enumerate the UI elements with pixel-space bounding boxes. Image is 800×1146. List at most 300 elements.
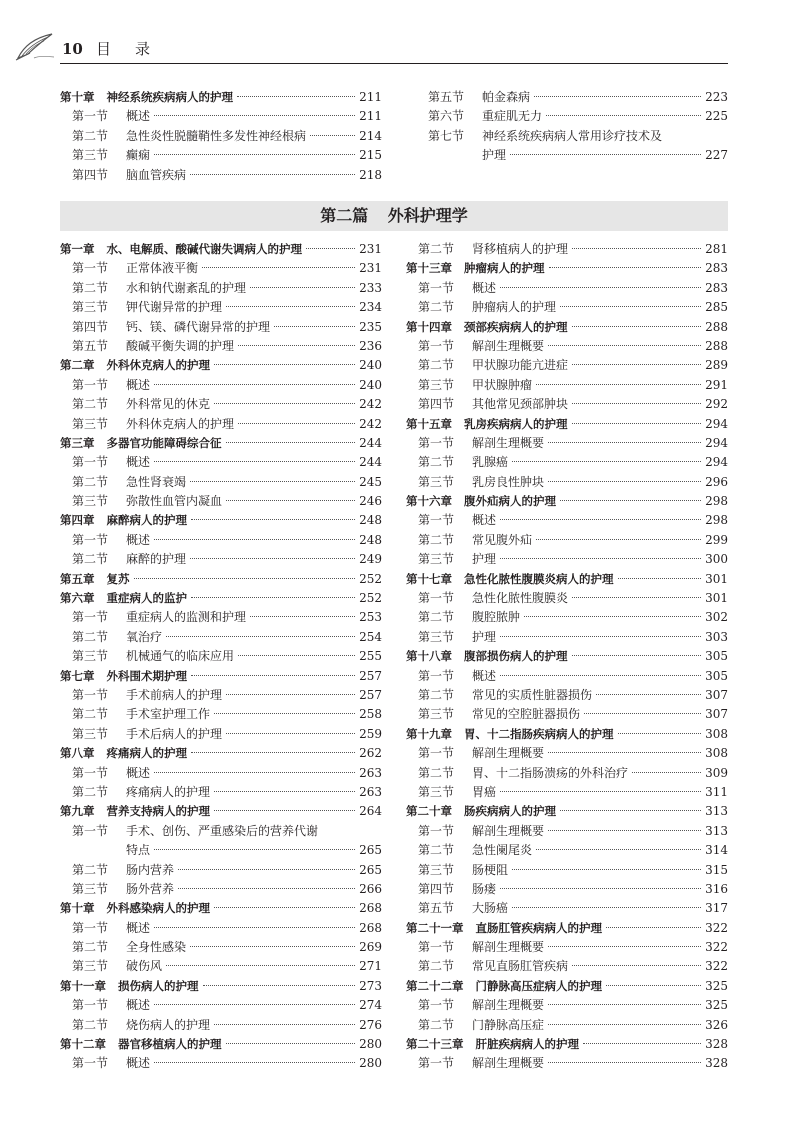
toc-entry-page: 253 bbox=[359, 610, 382, 625]
toc-entry-number: 第二节 bbox=[72, 1017, 109, 1032]
toc-section-entry[interactable] bbox=[406, 550, 728, 569]
toc-entry-number: 第一节 bbox=[418, 823, 455, 838]
dot-leader bbox=[536, 849, 701, 850]
toc-entry-title: 概述 bbox=[126, 1056, 151, 1071]
toc-entry-number: 第二章 bbox=[60, 358, 95, 373]
toc-entry-title: 重症病人的监护 bbox=[106, 591, 187, 606]
toc-entry-page: 218 bbox=[359, 167, 382, 182]
toc-entry-number: 第一节 bbox=[418, 280, 455, 295]
toc-section-entry[interactable] bbox=[60, 996, 382, 1015]
toc-entry-title: 肠瘘 bbox=[472, 881, 497, 896]
toc-section-entry[interactable] bbox=[60, 938, 382, 957]
toc-entry-number: 第四节 bbox=[418, 881, 455, 896]
toc-entry-page: 211 bbox=[359, 109, 382, 124]
toc-section-entry[interactable] bbox=[60, 608, 382, 627]
toc-entry-page: 316 bbox=[705, 881, 728, 896]
toc-entry-number: 第三节 bbox=[72, 649, 109, 664]
toc-section-entry[interactable] bbox=[60, 686, 382, 705]
dot-leader bbox=[510, 154, 701, 155]
toc-entry-page: 281 bbox=[705, 242, 728, 256]
toc-entry-page: 307 bbox=[705, 707, 728, 722]
toc-entry-title: 护理 bbox=[472, 629, 497, 644]
dot-leader bbox=[572, 423, 702, 424]
toc-section-entry[interactable] bbox=[60, 1016, 382, 1035]
toc-chapter-entry[interactable] bbox=[406, 725, 728, 744]
toc-entry-page: 288 bbox=[705, 319, 728, 334]
toc-section-entry[interactable] bbox=[60, 628, 382, 647]
toc-entry-number: 第三节 bbox=[72, 494, 109, 509]
toc-chapter-entry[interactable] bbox=[406, 415, 728, 434]
toc-entry-number: 第二节 bbox=[72, 629, 109, 644]
dot-leader bbox=[214, 810, 355, 811]
dot-leader bbox=[191, 519, 355, 520]
dot-leader bbox=[572, 248, 701, 249]
dot-leader bbox=[154, 384, 355, 385]
toc-entry-page: 313 bbox=[705, 804, 728, 819]
toc-entry-page: 214 bbox=[359, 128, 382, 143]
toc-entry-page: 242 bbox=[359, 416, 382, 431]
toc-entry-page: 309 bbox=[705, 765, 728, 780]
toc-entry-number: 第一节 bbox=[418, 1056, 455, 1071]
toc-entry-number: 第三节 bbox=[418, 377, 455, 392]
toc-entry-page: 211 bbox=[359, 90, 382, 104]
toc-section-entry[interactable] bbox=[406, 880, 728, 899]
toc-chapter-entry[interactable] bbox=[60, 802, 382, 821]
toc-section-entry[interactable] bbox=[406, 279, 728, 298]
dot-leader bbox=[500, 636, 701, 637]
toc-entry-page: 263 bbox=[359, 784, 382, 799]
page-number: 10 bbox=[62, 40, 83, 58]
toc-entry-title: 概述 bbox=[126, 377, 151, 392]
dot-leader bbox=[548, 1024, 701, 1025]
toc-entry-number: 第十五章 bbox=[406, 416, 452, 431]
toc-entry-title: 直肠肛管疾病病人的护理 bbox=[475, 920, 602, 935]
toc-entry-number: 第三节 bbox=[418, 707, 455, 722]
toc-chapter-entry[interactable] bbox=[60, 570, 382, 589]
toc-entry-title: 重症肌无力 bbox=[482, 109, 543, 124]
dot-leader bbox=[191, 675, 355, 676]
toc-entry-page: 269 bbox=[359, 940, 382, 955]
toc-entry-page: 289 bbox=[705, 358, 728, 373]
toc-entry-number: 第二节 bbox=[418, 300, 455, 315]
dot-leader bbox=[190, 481, 355, 482]
toc-entry-title: 腹部损伤病人的护理 bbox=[464, 649, 568, 664]
toc-entry-page: 299 bbox=[705, 532, 728, 547]
toc-section-entry[interactable] bbox=[406, 298, 728, 317]
toc-section-entry[interactable] bbox=[60, 1054, 382, 1073]
dot-leader bbox=[250, 616, 355, 617]
toc-entry-number: 第一节 bbox=[72, 532, 109, 547]
toc-entry-title: 概述 bbox=[472, 513, 497, 528]
dot-leader bbox=[524, 616, 701, 617]
toc-entry-number: 第一节 bbox=[72, 261, 109, 276]
publisher-logo-icon bbox=[14, 32, 56, 62]
dot-leader bbox=[549, 267, 702, 268]
toc-entry-number: 第二节 bbox=[418, 610, 455, 625]
toc-entry-page: 313 bbox=[705, 823, 728, 838]
toc-entry-title: 弥散性血管内凝血 bbox=[126, 494, 223, 509]
toc-entry-number: 第一节 bbox=[418, 338, 455, 353]
toc-section-entry[interactable] bbox=[60, 107, 382, 126]
dot-leader bbox=[274, 326, 355, 327]
dot-leader bbox=[500, 675, 701, 676]
toc-entry-page: 265 bbox=[359, 862, 382, 877]
toc-entry-title: 器官移植病人的护理 bbox=[118, 1037, 222, 1052]
dot-leader bbox=[606, 985, 701, 986]
toc-entry-number: 第四节 bbox=[72, 167, 109, 182]
toc-entry-title: 多器官功能障碍综合征 bbox=[106, 435, 222, 450]
toc-section-entry[interactable] bbox=[60, 473, 382, 492]
toc-top-right-column bbox=[416, 88, 728, 166]
header-rule bbox=[60, 63, 728, 64]
toc-section-entry[interactable] bbox=[406, 589, 728, 608]
toc-section-entry[interactable] bbox=[406, 453, 728, 472]
toc-chapter-entry[interactable] bbox=[60, 240, 382, 259]
toc-entry-number: 第五节 bbox=[418, 901, 455, 916]
toc-section-entry[interactable] bbox=[60, 492, 382, 511]
toc-chapter-entry[interactable] bbox=[406, 318, 728, 337]
toc-entry-title: 手术、创伤、严重感染后的营养代谢 bbox=[126, 823, 319, 838]
toc-entry-title: 其他常见颈部肿块 bbox=[472, 397, 569, 412]
toc-entry-page: 259 bbox=[359, 726, 382, 741]
toc-entry-title: 肿瘤病人的护理 bbox=[464, 261, 545, 276]
toc-entry-title: 腹外疝病人的护理 bbox=[464, 494, 556, 509]
toc-entry-number: 第二节 bbox=[72, 280, 109, 295]
toc-section-entry[interactable] bbox=[406, 1016, 728, 1035]
toc-entry-page: 263 bbox=[359, 765, 382, 780]
toc-section-entry[interactable] bbox=[60, 453, 382, 472]
toc-chapter-entry[interactable] bbox=[60, 434, 382, 453]
toc-section-entry[interactable] bbox=[406, 822, 728, 841]
toc-section-entry[interactable] bbox=[406, 764, 728, 783]
toc-entry-page: 317 bbox=[705, 901, 728, 916]
toc-chapter-entry[interactable] bbox=[60, 667, 382, 686]
toc-entry-title: 急性阑尾炎 bbox=[472, 843, 533, 858]
toc-section-entry[interactable] bbox=[60, 146, 382, 165]
toc-chapter-entry[interactable] bbox=[406, 647, 728, 666]
toc-entry-title: 破伤风 bbox=[126, 959, 163, 974]
toc-entry-number: 第一节 bbox=[72, 377, 109, 392]
dot-leader bbox=[632, 772, 701, 773]
toc-chapter-entry[interactable] bbox=[60, 511, 382, 530]
toc-section-entry[interactable] bbox=[60, 919, 382, 938]
toc-entry-title: 氧治疗 bbox=[126, 629, 163, 644]
toc-section-entry[interactable] bbox=[60, 166, 382, 185]
toc-entry-title: 疼痛病人的护理 bbox=[106, 746, 187, 761]
dot-leader bbox=[548, 345, 701, 346]
toc-entry-title: 外科常见的休克 bbox=[126, 397, 211, 412]
toc-entry-page: 285 bbox=[705, 300, 728, 315]
toc-entry-title: 胃、十二指肠疾病病人的护理 bbox=[464, 726, 614, 741]
toc-chapter-entry[interactable] bbox=[60, 356, 382, 375]
toc-entry-number: 第一节 bbox=[418, 668, 455, 683]
toc-entry-title: 常见腹外疝 bbox=[472, 532, 533, 547]
toc-entry-page: 296 bbox=[705, 474, 728, 489]
toc-entry-page: 225 bbox=[705, 109, 728, 124]
dot-leader bbox=[238, 345, 355, 346]
dot-leader bbox=[572, 965, 701, 966]
dot-leader bbox=[226, 1043, 356, 1044]
toc-entry-title: 脑血管疾病 bbox=[126, 167, 187, 182]
toc-entry-page: 322 bbox=[705, 940, 728, 955]
toc-entry-number: 第三节 bbox=[418, 474, 455, 489]
toc-entry-title: 全身性感染 bbox=[126, 940, 187, 955]
dot-leader bbox=[214, 907, 355, 908]
toc-entry-title: 门静脉高压症 bbox=[472, 1017, 545, 1032]
toc-entry-number: 第二十二章 bbox=[406, 978, 464, 993]
toc-entry-number: 第二节 bbox=[418, 765, 455, 780]
toc-entry-number: 第四节 bbox=[72, 319, 109, 334]
toc-entry-number: 第一节 bbox=[418, 513, 455, 528]
toc-entry-number: 第十四章 bbox=[406, 319, 452, 334]
toc-section-entry[interactable] bbox=[60, 705, 382, 724]
toc-entry-title: 胃癌 bbox=[472, 784, 497, 799]
toc-entry-page: 294 bbox=[705, 435, 728, 450]
toc-entry-page: 328 bbox=[705, 1056, 728, 1071]
toc-section-entry[interactable] bbox=[406, 744, 728, 763]
toc-entry-title: 手术室护理工作 bbox=[126, 707, 211, 722]
toc-entry-title: 解剖生理概要 bbox=[472, 998, 545, 1013]
toc-section-entry[interactable] bbox=[60, 861, 382, 880]
toc-section-entry[interactable] bbox=[406, 531, 728, 550]
toc-section-entry[interactable] bbox=[60, 279, 382, 298]
toc-entry-number: 第三节 bbox=[418, 552, 455, 567]
toc-entry-title: 概述 bbox=[126, 998, 151, 1013]
toc-section-entry[interactable] bbox=[406, 473, 728, 492]
toc-section-entry[interactable] bbox=[60, 647, 382, 666]
toc-section-entry[interactable] bbox=[406, 628, 728, 647]
toc-section-entry[interactable] bbox=[406, 938, 728, 957]
dot-leader bbox=[134, 578, 356, 579]
toc-section-entry[interactable] bbox=[406, 240, 728, 259]
dot-leader bbox=[548, 1062, 701, 1063]
dot-leader bbox=[154, 927, 355, 928]
toc-entry-number: 第十八章 bbox=[406, 649, 452, 664]
toc-entry-page: 234 bbox=[359, 300, 382, 315]
toc-entry-page: 252 bbox=[359, 571, 382, 586]
dot-leader bbox=[572, 655, 702, 656]
toc-entry-page: 254 bbox=[359, 629, 382, 644]
toc-chapter-entry[interactable] bbox=[60, 744, 382, 763]
toc-section-entry[interactable] bbox=[406, 356, 728, 375]
toc-entry-page: 303 bbox=[705, 629, 728, 644]
toc-entry-title: 钾代谢异常的护理 bbox=[126, 300, 223, 315]
toc-chapter-entry[interactable] bbox=[406, 977, 728, 996]
toc-entry-number: 第六节 bbox=[428, 109, 465, 124]
dot-leader bbox=[536, 384, 701, 385]
toc-section-entry[interactable] bbox=[60, 957, 382, 976]
toc-entry-page: 294 bbox=[705, 416, 728, 431]
toc-entry-page: 236 bbox=[359, 338, 382, 353]
toc-entry-page: 233 bbox=[359, 280, 382, 295]
toc-entry-number: 第三节 bbox=[72, 959, 109, 974]
toc-entry-number: 第二节 bbox=[418, 358, 455, 373]
toc-chapter-entry[interactable] bbox=[406, 570, 728, 589]
toc-entry-page: 302 bbox=[705, 610, 728, 625]
dot-leader bbox=[214, 713, 355, 714]
toc-section-entry[interactable] bbox=[406, 395, 728, 414]
toc-entry-page: 305 bbox=[705, 668, 728, 683]
dot-leader bbox=[178, 869, 355, 870]
toc-section-entry[interactable] bbox=[60, 395, 382, 414]
toc-chapter-entry[interactable] bbox=[60, 589, 382, 608]
toc-entry-number: 第七节 bbox=[428, 128, 465, 143]
toc-entry-title: 解剖生理概要 bbox=[472, 338, 545, 353]
toc-section-entry[interactable] bbox=[60, 822, 382, 841]
dot-leader bbox=[166, 965, 355, 966]
toc-entry-number: 第三节 bbox=[72, 881, 109, 896]
dot-leader bbox=[238, 423, 355, 424]
toc-section-entry[interactable] bbox=[60, 298, 382, 317]
toc-entry-page: 283 bbox=[705, 280, 728, 295]
toc-chapter-entry[interactable] bbox=[406, 259, 728, 278]
toc-section-entry[interactable] bbox=[60, 531, 382, 550]
toc-entry-page: 301 bbox=[705, 571, 728, 586]
toc-section-entry[interactable] bbox=[60, 127, 382, 146]
dot-leader bbox=[584, 713, 701, 714]
toc-entry-page: 280 bbox=[359, 1056, 382, 1071]
toc-chapter-entry[interactable] bbox=[406, 919, 728, 938]
toc-entry-page: 276 bbox=[359, 1017, 382, 1032]
toc-section-entry[interactable] bbox=[406, 608, 728, 627]
toc-section-entry[interactable] bbox=[406, 434, 728, 453]
toc-entry-number: 第四节 bbox=[418, 397, 455, 412]
toc-entry-number: 第十章 bbox=[60, 901, 95, 916]
toc-entry-title: 外科围术期护理 bbox=[106, 668, 187, 683]
toc-entry-title: 神经系统疾病病人常用诊疗技术及 bbox=[482, 128, 663, 143]
toc-entry-page: 246 bbox=[359, 494, 382, 509]
toc-entry-title: 外科感染病人的护理 bbox=[106, 901, 210, 916]
toc-section-entry[interactable] bbox=[60, 880, 382, 899]
dot-leader bbox=[238, 655, 355, 656]
toc-section-entry[interactable] bbox=[60, 550, 382, 569]
toc-section-entry[interactable] bbox=[406, 957, 728, 976]
toc-entry-page: 322 bbox=[705, 920, 728, 935]
toc-entry-title: 正常体液平衡 bbox=[126, 261, 199, 276]
toc-entry-number: 第一章 bbox=[60, 242, 95, 256]
toc-entry-continuation[interactable] bbox=[416, 146, 728, 165]
toc-section-entry[interactable] bbox=[60, 376, 382, 395]
toc-entry-page: 248 bbox=[359, 532, 382, 547]
toc-entry-title: 常见的空腔脏器损伤 bbox=[472, 707, 581, 722]
toc-entry-number: 第一节 bbox=[72, 765, 109, 780]
toc-chapter-entry[interactable] bbox=[60, 899, 382, 918]
toc-section-entry[interactable] bbox=[406, 841, 728, 860]
toc-section-entry[interactable] bbox=[416, 127, 728, 146]
dot-leader bbox=[226, 306, 355, 307]
toc-entry-title: 水、电解质、酸碱代谢失调病人的护理 bbox=[106, 242, 302, 256]
toc-entry-page: 328 bbox=[705, 1037, 728, 1052]
toc-entry-title: 解剖生理概要 bbox=[472, 746, 545, 761]
toc-entry-title: 急性炎性脱髓鞘性多发性神经根病 bbox=[126, 128, 307, 143]
toc-entry-page: 257 bbox=[359, 668, 382, 683]
toc-section-entry[interactable] bbox=[60, 415, 382, 434]
toc-entry-number: 第九章 bbox=[60, 804, 95, 819]
toc-section-entry[interactable] bbox=[416, 88, 728, 107]
dot-leader bbox=[512, 461, 701, 462]
toc-entry-title: 肠外营养 bbox=[126, 881, 175, 896]
toc-chapter-entry[interactable] bbox=[406, 492, 728, 511]
toc-entry-title: 帕金森病 bbox=[482, 90, 531, 104]
toc-chapter-entry[interactable] bbox=[60, 977, 382, 996]
toc-entry-number: 第二节 bbox=[72, 128, 109, 143]
dot-leader bbox=[512, 869, 701, 870]
toc-entry-page: 235 bbox=[359, 319, 382, 334]
toc-entry-page: 244 bbox=[359, 455, 382, 470]
toc-entry-continuation[interactable] bbox=[60, 841, 382, 860]
toc-entry-number: 第二十一章 bbox=[406, 920, 464, 935]
dot-leader bbox=[572, 364, 701, 365]
toc-section-entry[interactable] bbox=[60, 318, 382, 337]
toc-section-entry[interactable] bbox=[406, 996, 728, 1015]
toc-entry-number: 第二节 bbox=[418, 843, 455, 858]
toc-chapter-entry[interactable] bbox=[60, 88, 382, 107]
toc-entry-title: 大肠癌 bbox=[472, 901, 509, 916]
toc-section-entry[interactable] bbox=[60, 783, 382, 802]
toc-section-entry[interactable] bbox=[406, 1054, 728, 1073]
toc-entry-title: 烧伤病人的护理 bbox=[126, 1017, 211, 1032]
toc-entry-number: 第一节 bbox=[72, 1056, 109, 1071]
toc-section-entry[interactable] bbox=[406, 705, 728, 724]
dot-leader bbox=[560, 306, 701, 307]
dot-leader bbox=[154, 539, 355, 540]
dot-leader bbox=[166, 636, 355, 637]
toc-section-entry[interactable] bbox=[406, 667, 728, 686]
dot-leader bbox=[310, 135, 355, 136]
toc-section-entry[interactable] bbox=[406, 376, 728, 395]
toc-entry-page: 244 bbox=[359, 435, 382, 450]
toc-section-entry[interactable] bbox=[406, 686, 728, 705]
toc-section-entry[interactable] bbox=[60, 259, 382, 278]
dot-leader bbox=[191, 597, 355, 598]
toc-entry-title: 护理 bbox=[472, 552, 497, 567]
toc-entry-number: 第五节 bbox=[72, 338, 109, 353]
toc-section-entry[interactable] bbox=[406, 899, 728, 918]
toc-section-entry[interactable] bbox=[416, 107, 728, 126]
toc-entry-number: 第三节 bbox=[418, 629, 455, 644]
dot-leader bbox=[226, 694, 355, 695]
dot-leader bbox=[548, 442, 701, 443]
toc-section-entry[interactable] bbox=[60, 764, 382, 783]
dot-leader bbox=[226, 733, 355, 734]
toc-section-entry[interactable] bbox=[406, 861, 728, 880]
toc-entry-title: 癫痫 bbox=[126, 148, 151, 163]
dot-leader bbox=[536, 539, 701, 540]
toc-chapter-entry[interactable] bbox=[406, 1035, 728, 1054]
toc-entry-title: 手术前病人的护理 bbox=[126, 687, 223, 702]
dot-leader bbox=[500, 791, 701, 792]
toc-section-entry[interactable] bbox=[60, 725, 382, 744]
toc-entry-page: 268 bbox=[359, 901, 382, 916]
toc-entry-title: 复苏 bbox=[106, 571, 130, 586]
toc-section-entry[interactable] bbox=[406, 511, 728, 530]
dot-leader bbox=[226, 442, 356, 443]
toc-section-entry[interactable] bbox=[60, 337, 382, 356]
toc-entry-number: 第二十三章 bbox=[406, 1037, 464, 1052]
toc-entry-title: 肠内营养 bbox=[126, 862, 175, 877]
toc-section-entry[interactable] bbox=[406, 337, 728, 356]
toc-section-entry[interactable] bbox=[406, 783, 728, 802]
toc-chapter-entry[interactable] bbox=[60, 1035, 382, 1054]
toc-entry-page: 325 bbox=[705, 978, 728, 993]
toc-entry-number: 第二节 bbox=[72, 474, 109, 489]
toc-chapter-entry[interactable] bbox=[406, 802, 728, 821]
toc-entry-number: 第一节 bbox=[72, 455, 109, 470]
toc-entry-page: 227 bbox=[705, 148, 728, 163]
toc-entry-page: 307 bbox=[705, 687, 728, 702]
toc-entry-title: 概述 bbox=[472, 280, 497, 295]
toc-entry-number: 第十三章 bbox=[406, 261, 452, 276]
